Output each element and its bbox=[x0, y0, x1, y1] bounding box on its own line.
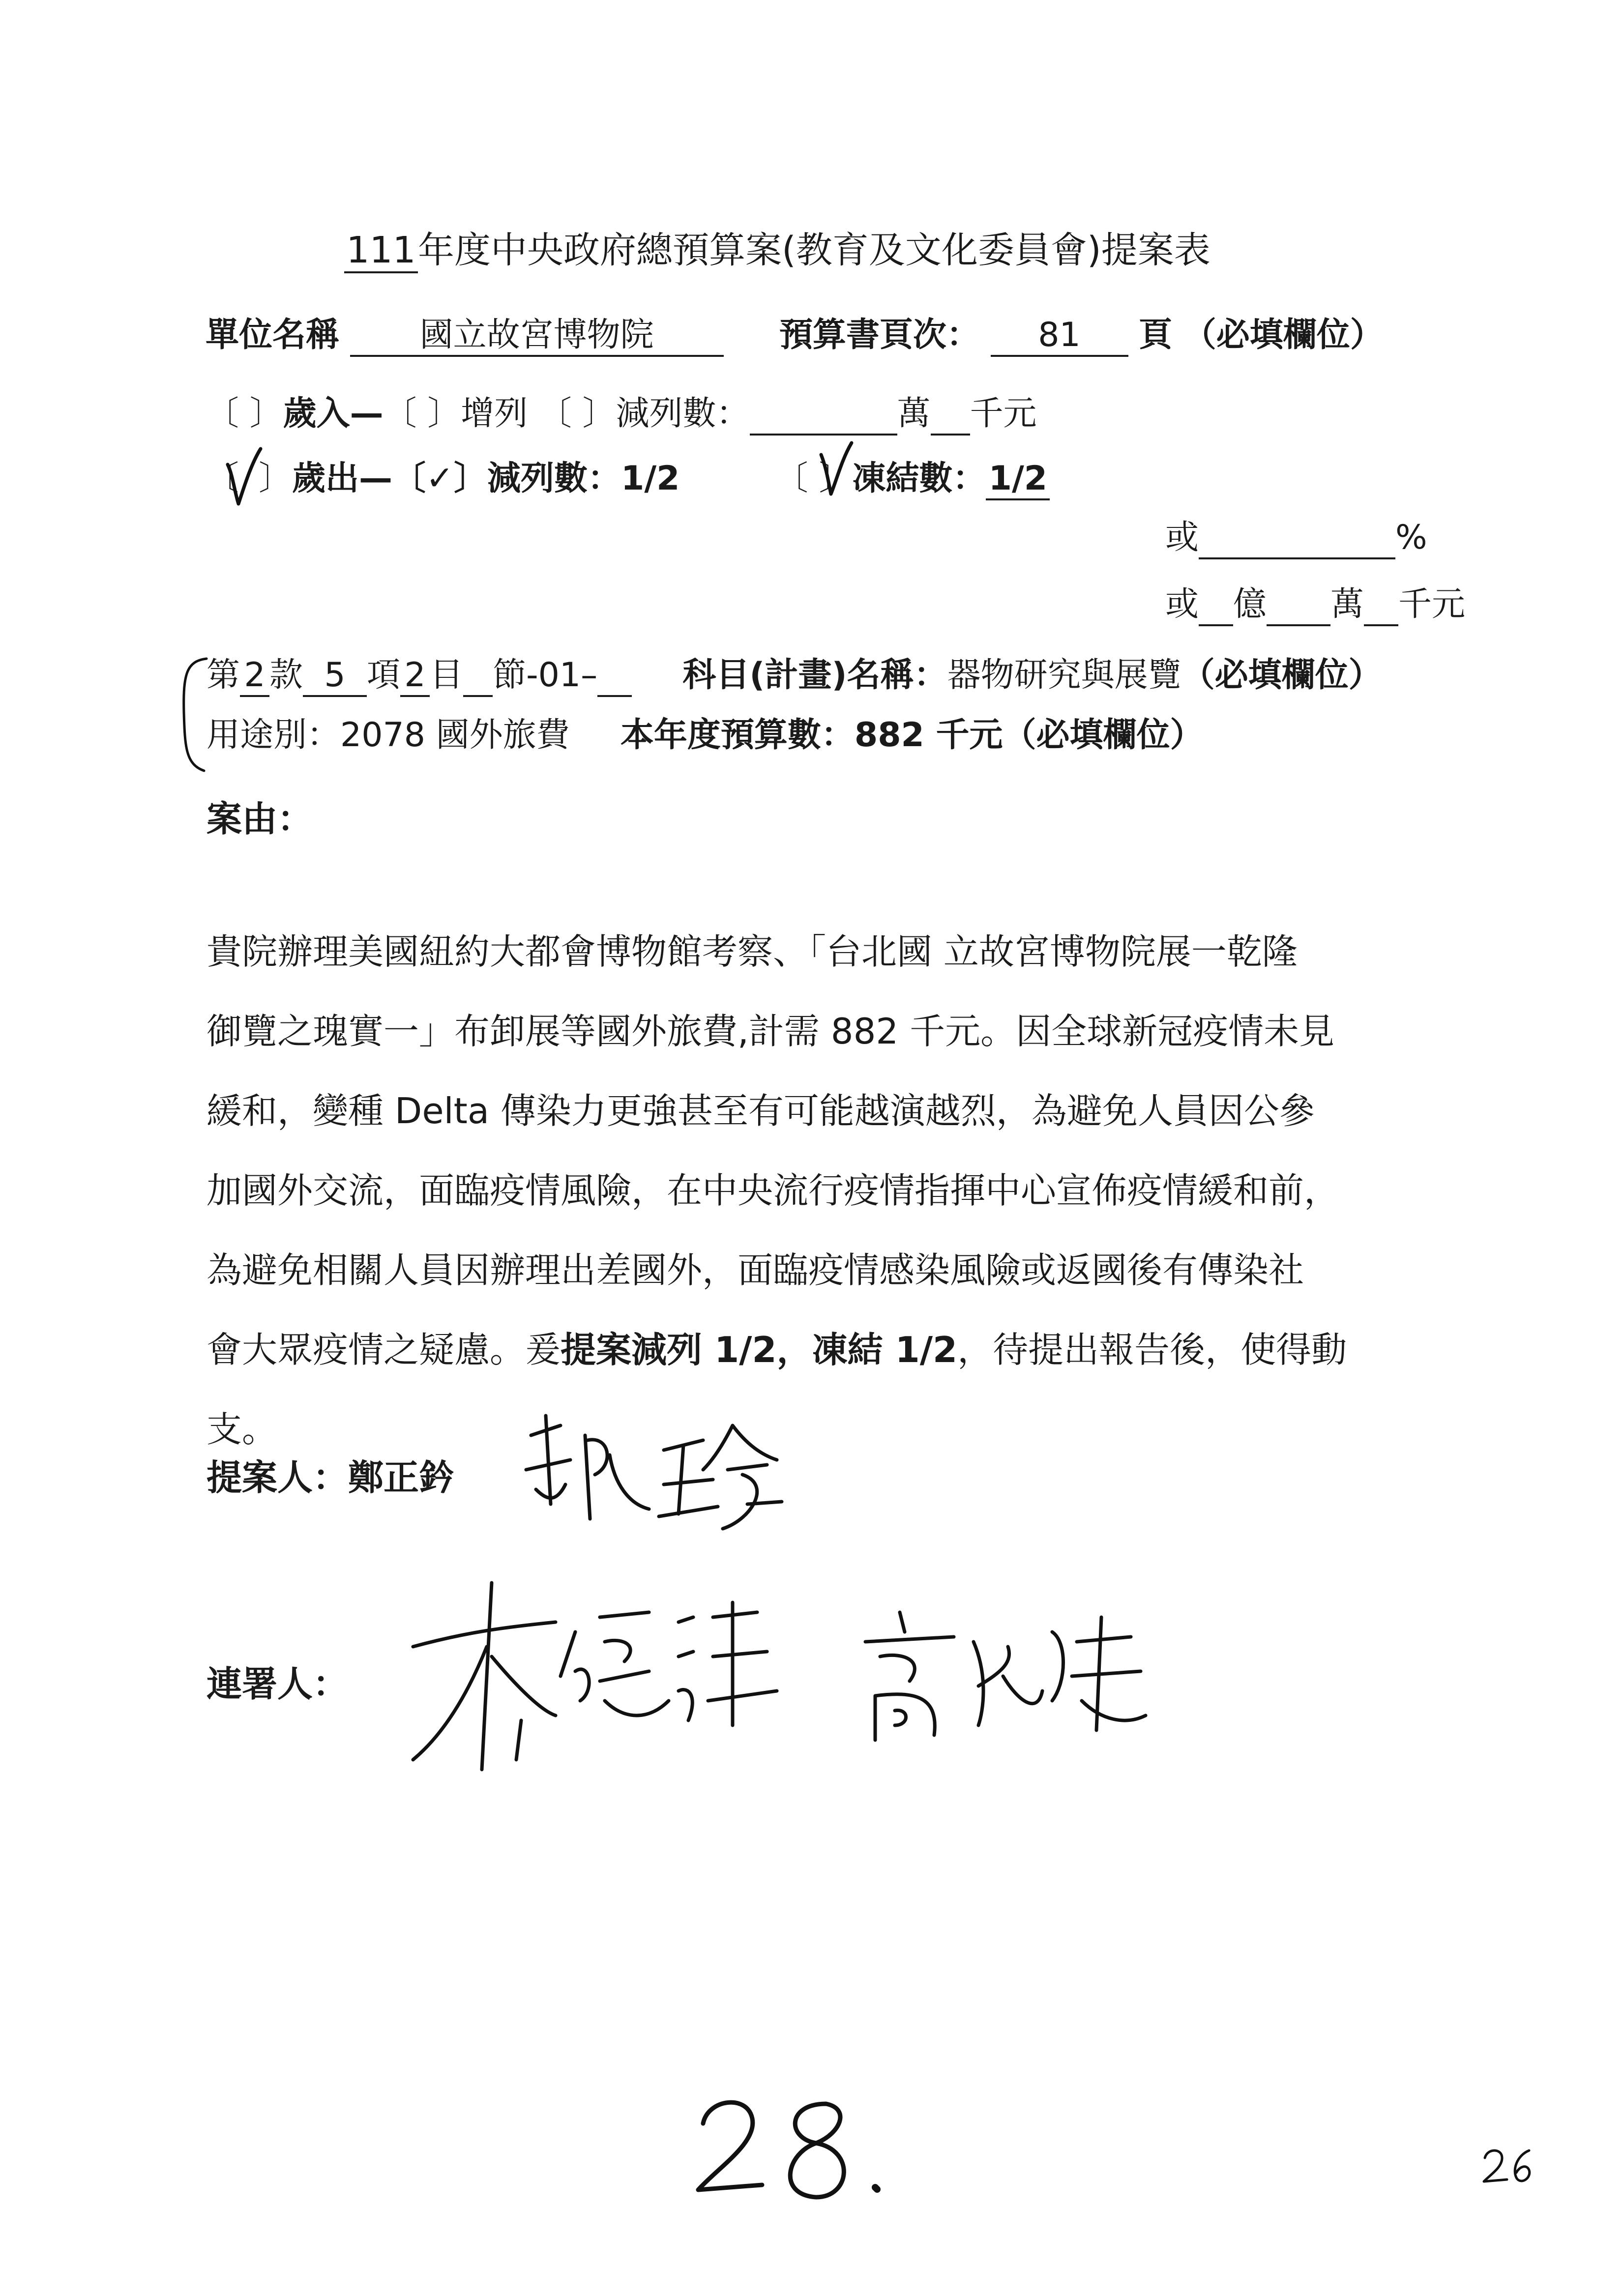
usage-line bbox=[207, 716, 1204, 755]
proposer-signature-icon bbox=[516, 1406, 792, 1543]
or-percent-or: 或 bbox=[1165, 518, 1199, 557]
title-text: 年度中央政府總預算案( bbox=[418, 229, 796, 271]
usage-required: （必填欄位） bbox=[1003, 716, 1204, 755]
kuan-label: 第 bbox=[207, 656, 240, 695]
revenue-increase: 〔 〕增列 bbox=[383, 394, 528, 433]
revenue-thousand: 千元 bbox=[970, 394, 1037, 433]
page-label: 預算書頁次： bbox=[779, 316, 980, 354]
expense-line bbox=[206, 459, 1050, 500]
kuan-value: 2 bbox=[240, 659, 269, 697]
handwritten-number-icon bbox=[688, 2084, 895, 2212]
revenue-amount-blank bbox=[750, 397, 897, 436]
thousand-blank bbox=[1364, 588, 1398, 626]
freeze-label: 凍結數： bbox=[852, 459, 986, 498]
or-amount-yi: 億 bbox=[1233, 585, 1267, 624]
kuan-unit: 款 bbox=[269, 656, 303, 695]
unit-required: （必填欄位） bbox=[1182, 316, 1384, 354]
reason-line6-bold: 提案減列 1/2，凍結 1/2 bbox=[561, 1329, 958, 1370]
mu-unit: 目 bbox=[430, 656, 464, 695]
or-percent-line bbox=[1165, 518, 1427, 559]
reason-label: 案由： bbox=[207, 798, 313, 840]
yi-blank bbox=[1199, 588, 1233, 626]
revenue-label: 歲入— bbox=[283, 394, 384, 433]
handwritten-check-expense-icon bbox=[224, 445, 263, 509]
reason-line: 支。 bbox=[207, 1409, 278, 1450]
unit-value: 國立故宮博物院 bbox=[350, 319, 724, 357]
jie-unit: 節-01– bbox=[493, 656, 598, 695]
item-line bbox=[207, 656, 1382, 697]
reason-line: 為避免相關人員因辦理出差國外，面臨疫情感染風險或返國後有傳染社 bbox=[207, 1250, 1304, 1291]
page-mark-icon bbox=[1480, 2143, 1539, 2187]
cosigner-label: 連署人： bbox=[207, 1663, 349, 1705]
handwritten-number bbox=[738, 2114, 745, 2119]
title-suffix: 委員會)提案表 bbox=[977, 229, 1211, 271]
budget-label: 本年度預算數：882 千元 bbox=[620, 716, 1003, 755]
freeze-value: 1/2 bbox=[986, 462, 1050, 500]
or-amount-thousand: 千元 bbox=[1398, 585, 1466, 624]
reason-line: 緩和，變種 Delta 傳染力更強甚至有可能越演越烈，為避免人員因公參 bbox=[207, 1090, 1315, 1132]
or-amount-line bbox=[1165, 585, 1466, 626]
cosigner-signature-2-icon bbox=[856, 1602, 1160, 1750]
page-mark bbox=[1490, 2158, 1496, 2163]
cosigner-signature-1-icon bbox=[393, 1573, 826, 1779]
freeze-bracket: 〔 〕 bbox=[774, 459, 853, 498]
subject-label: 科目(計畫)名稱： bbox=[682, 656, 947, 695]
reason-line-proposal bbox=[207, 1310, 1446, 1390]
subject-value: 器物研究與展覽 bbox=[947, 656, 1181, 695]
title-committee: 教育及文化 bbox=[796, 229, 978, 271]
reason-line6-suffix: ，待提出報告後，使得動 bbox=[957, 1329, 1347, 1370]
reason-line6-prefix: 會大眾疫情之疑慮。爰 bbox=[207, 1329, 561, 1370]
reason-body bbox=[207, 912, 1446, 1469]
expense-bracket-open: 〔 bbox=[206, 459, 239, 498]
reason-line: 御覽之瑰實一」布卸展等國外旅費,計需 882 千元。因全球新冠疫情未見 bbox=[207, 1011, 1335, 1052]
or-amount-or: 或 bbox=[1165, 585, 1199, 624]
percent-sign: % bbox=[1395, 518, 1427, 557]
percent-blank bbox=[1199, 521, 1395, 559]
jie-tail-blank bbox=[597, 659, 632, 697]
page-unit: 頁 bbox=[1139, 316, 1173, 354]
revenue-bracket: 〔 〕 bbox=[206, 394, 283, 433]
xiang-unit: 項 bbox=[367, 656, 401, 695]
revenue-thousand-blank bbox=[931, 397, 970, 436]
expense-label: 歲出— bbox=[292, 459, 393, 498]
usage-label: 用途別：2078 國外旅費 bbox=[207, 716, 570, 755]
proposer-label: 提案人：鄭正鈐 bbox=[207, 1457, 455, 1498]
item-required: （必填欄位） bbox=[1181, 656, 1382, 695]
jie-blank bbox=[463, 659, 493, 697]
reason-line: 加國外交流，面臨疫情風險，在中央流行疫情指揮中心宣佈疫情緩和前， bbox=[207, 1170, 1340, 1211]
reason-line: 貴院辦理美國紐約大都會博物館考察、「台北國 立故宮博物院展一乾隆 bbox=[207, 931, 1298, 972]
or-amount-wan: 萬 bbox=[1330, 585, 1364, 624]
wan-blank bbox=[1267, 588, 1330, 626]
revenue-decrease: 〔 〕減列數： bbox=[538, 394, 750, 433]
title-year: 111 bbox=[344, 232, 418, 273]
handwritten-check-freeze-icon bbox=[816, 440, 856, 504]
xiang-value: 5 bbox=[303, 659, 367, 697]
page-value: 81 bbox=[991, 319, 1128, 357]
document-title bbox=[344, 229, 1211, 273]
expense-bracket-close: 〕 bbox=[259, 459, 293, 498]
revenue-wan: 萬 bbox=[897, 394, 931, 433]
mu-value: 2 bbox=[400, 659, 430, 697]
unit-line bbox=[206, 316, 1384, 357]
expense-reduce: 〔✓〕減列數：1/2 bbox=[392, 459, 680, 498]
revenue-line bbox=[206, 394, 1037, 436]
unit-label: 單位名稱 bbox=[206, 316, 340, 354]
